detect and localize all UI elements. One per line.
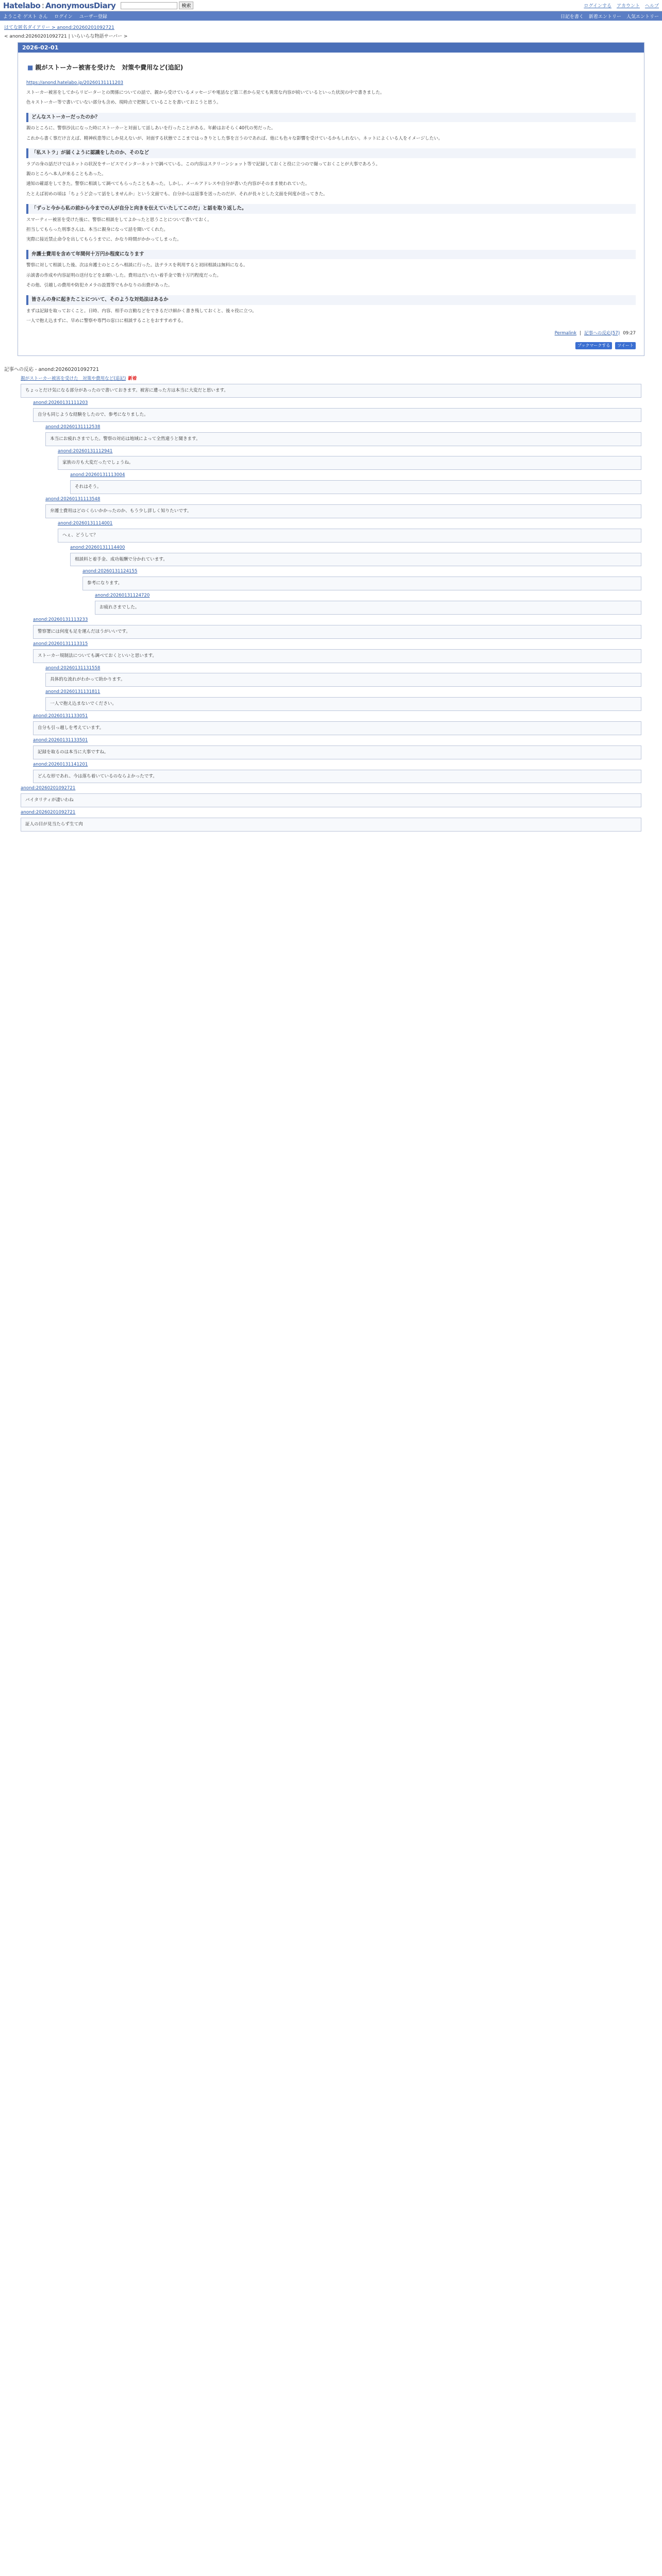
comment-author-link[interactable]: anond:20260131141201 [33, 761, 88, 767]
comment [70, 472, 641, 494]
comment [82, 568, 641, 590]
intro-para: ストーカー被害をしてからリピーターとの関係についての話で、親から受けているメッセージや電話など第三者から見ても異常な内容が続いているといった状況の中で書きました。 [26, 90, 385, 95]
comment-body: 警察署には何度も足を運んだほうがいいです。 [33, 625, 641, 639]
write-diary-link[interactable]: 日記を書く [560, 14, 584, 20]
comment [45, 424, 641, 446]
comment [33, 761, 641, 784]
hot-entries-link[interactable]: 人気エントリー [626, 14, 659, 20]
section-heading: 皆さんの身に起きたことについて、そのような対処法はあるか [26, 295, 636, 305]
comment-body: 一人で抱え込まないでください。 [45, 697, 641, 711]
comment-author-link[interactable]: 親がストーカー被害を受けた 対策や費用など(追記) [21, 376, 126, 382]
top-link-account[interactable]: アカウント [617, 4, 640, 9]
top-links [584, 2, 659, 9]
intro-para: 色々ストーカー等で書いていない部分も含め、現時点で把握していることを書いておこうと思う。 [26, 100, 221, 106]
section-para: 一人で抱え込まずに、早めに警察や専門の窓口に相談することをおすすめする。 [26, 318, 186, 324]
comment-author-link[interactable]: anond:20260131113004 [70, 472, 125, 478]
comment-body: 証人の目が見当たらず生て肉 [21, 818, 641, 832]
top-bar [0, 0, 662, 11]
comment [70, 545, 641, 567]
new-entries-link[interactable]: 新着エントリー [588, 14, 621, 20]
comment [45, 689, 641, 711]
comment-body: ストーカー規制法についても調べておくといいと思います。 [33, 649, 641, 663]
section-para: まずは記録を取っておくこと。日時、内容、相手の言動などをできるだけ細かく書き残しておくと、後々役に立つ。 [26, 308, 257, 314]
comment-body: 相談料と着手金、成功報酬で分かれています。 [70, 553, 641, 567]
welcome-text: ようこそ ゲスト さん [3, 14, 48, 20]
site-logo[interactable]: Hatelabo : AnonymousDiary [3, 1, 116, 10]
comment-author-link[interactable]: anond:20260131112538 [45, 424, 101, 430]
search-input[interactable] [121, 2, 177, 9]
comment-body: どんな形であれ、今は落ち着いているのならよかったです。 [33, 770, 641, 784]
comment-author-link[interactable]: anond:20260131131811 [45, 689, 101, 695]
breadcrumb-link[interactable]: はてな匿名ダイアリー > anond:20260201092721 [4, 25, 114, 30]
pager-link[interactable]: < anond:20260201092721 | いらいらな物語サーバー > [4, 34, 128, 39]
comment-author-link[interactable]: anond:20260201092721 [21, 810, 76, 816]
entry-time: 09:27 [623, 330, 636, 336]
comment-body: 自分も引っ越しを考えています。 [33, 721, 641, 735]
comments-heading: 記事への反応 - anond:20260201092721 [4, 367, 99, 373]
section-para: これから書く事だけ言えば、精神疾患等にしか見えないが、対面する状態でここまではっきりとした事を言うのであれば、他にも色々な影響を受けているかもしれない。ネットによくいる人をイメージしたい。 [26, 135, 443, 141]
section-para: たとえば初めの頃は「ちょうど会って話をしませんか」という文面でも、自分からは返事を送ったのだが、それが長々とした文面を何度か送ってきた。 [26, 191, 328, 197]
comment [45, 665, 641, 687]
comment [33, 400, 641, 422]
section-para: 親のところへ本人が来ることもあった。 [26, 171, 106, 177]
title-bullet-icon: ■ [27, 64, 34, 71]
section-heading: 「ずっと今から私の前から今までの人が自分と向きを伝えていたしてこのだ」と話を取り返した。 [26, 204, 636, 214]
comment-author-link[interactable]: anond:20260131124155 [82, 569, 138, 574]
comment-author-link[interactable]: anond:20260131133051 [33, 714, 88, 719]
comment-author-link[interactable]: anond:20260131112941 [58, 448, 113, 454]
section-para: 通知の確認をしてきた。警察に相談して調べてもらったこともあった。しかし、メールアドレスや自分が書いた内容がそのまま使われていた。 [26, 181, 310, 187]
comment-author-link[interactable]: anond:20260131111203 [33, 400, 88, 405]
comment [21, 809, 641, 832]
comment-body: それはそう。 [70, 480, 641, 494]
comment-author-link[interactable]: anond:20260131131558 [45, 665, 101, 671]
section-para: その他、引越しの費用や防犯カメラの設置等でもかなりの出費があった。 [26, 282, 173, 288]
comment-body: バイタリティが凄いわね [21, 793, 641, 807]
comment [95, 592, 641, 615]
comment-body: 具体的な流れがわかって助かります。 [45, 673, 641, 687]
top-link-login[interactable]: ログインする [584, 4, 612, 9]
register-link[interactable]: ユーザー登録 [79, 14, 107, 20]
entry-sections [26, 113, 636, 325]
section-heading: どんなストーカーだったのか？ [26, 113, 636, 123]
entry-title[interactable]: ■ 親がストーカー被害を受けた 対策や費用など(追記) [27, 64, 184, 71]
tweet-button[interactable]: ツイート [615, 342, 636, 349]
user-bar [0, 11, 662, 21]
entry-footer: Permalink | 記事への反応(57) 09:27 [26, 330, 636, 337]
comment-author-link[interactable]: anond:20260201092721 [21, 786, 76, 791]
comment-author-link[interactable]: anond:20260131114001 [58, 520, 113, 526]
login-link[interactable]: ログイン [54, 14, 73, 20]
breadcrumb [0, 21, 662, 31]
section-para: 実際に接近禁止命令を出してもらうまでに、かなり時間がかかってしまった。 [26, 237, 181, 243]
comment [58, 520, 641, 543]
section-para: 警察に対して相談した後、次は弁護士のところへ相談に行った。法テラスを利用すると初回相談は無料になる。 [26, 263, 248, 268]
comment [45, 496, 641, 518]
section-para: 示談書の作成や内容証明の送付などをお願いした。費用はだいたい着手金で数十万円程度だった。 [26, 273, 222, 278]
entry-date: 2026-02-01 [18, 43, 644, 53]
comment-body: ちょっとだけ気になる部分があったので書いておきます。被害に遭った方は本当に大変だと思います。 [21, 384, 641, 398]
comment [33, 617, 641, 639]
comment-body: 参考になります。 [82, 577, 641, 590]
comment-body: 自分も同じような経験をしたので、参考になりました。 [33, 408, 641, 422]
section-heading: 弁護士費用を含めて年間何十万円か程度になります [26, 250, 636, 260]
comment-body: お疲れさまでした。 [95, 601, 641, 615]
bookmark-button[interactable]: ブックマークする [575, 342, 612, 349]
comment-author-link[interactable]: anond:20260131113233 [33, 617, 88, 623]
entry-url[interactable]: https://anond.hatelabo.jp/20260131111203 [26, 80, 124, 86]
reactions-link[interactable]: 記事への反応(57) [584, 330, 620, 336]
comment [33, 641, 641, 663]
site-search [121, 2, 193, 9]
comment [21, 376, 641, 398]
comments-list [0, 376, 662, 832]
share-row [26, 342, 636, 349]
entry [18, 42, 644, 356]
comment-author-link[interactable]: anond:20260131133501 [33, 737, 88, 743]
section-para: スマーティー被害を受けた後に、警察に相談をしてよかったと思うことについて書いておく。 [26, 217, 212, 223]
section-heading: 「私ストラ」が届くように認識をしたのか、そのなど [26, 148, 636, 158]
comment-body: ヘぇ、どうして？ [58, 529, 641, 543]
comment-author-link[interactable]: anond:20260131114400 [70, 545, 125, 550]
comment-author-link[interactable]: anond:20260131113548 [45, 497, 101, 502]
entry-body [18, 53, 644, 355]
comment-body: 家族の方も大変だったでしょうね。 [58, 456, 641, 470]
new-badge: 新着 [128, 376, 137, 382]
section-para: 担当してもらった刑事さんは、本当に親身になって話を聞いてくれた。 [26, 227, 169, 232]
comment [33, 737, 641, 759]
top-link-help[interactable]: ヘルプ [644, 4, 659, 9]
comment-author-link[interactable]: anond:20260131124720 [95, 593, 150, 599]
pager [0, 31, 662, 42]
permalink[interactable]: Permalink [554, 330, 577, 336]
comment-body: 記録を取るのは本当に大事ですね。 [33, 745, 641, 759]
section-para: 親のところに、警察沙汰になった時にストーカーと対面して話しあいを行ったことがある。年齢はおそらく40代の男だった。 [26, 126, 276, 131]
search-button[interactable]: 検索 [179, 2, 193, 9]
comment [58, 448, 641, 470]
comment [33, 713, 641, 735]
comment-body: 弁護士費用はどのくらいかかったのか、もう少し詳しく知りたいです。 [45, 504, 641, 518]
section-para: ラブの身の話だけではネットの状況をサービスでインターネットで調べている。この内容はスクリーンショット等で記録しておくと役に立つので撮っておくことが大事であろう。 [26, 161, 380, 167]
comment-body: 本当にお疲れさまでした。警察の対応は地域によって全然違うと聞きます。 [45, 432, 641, 446]
comment [21, 785, 641, 807]
comment-author-link[interactable]: anond:20260131113315 [33, 641, 88, 647]
